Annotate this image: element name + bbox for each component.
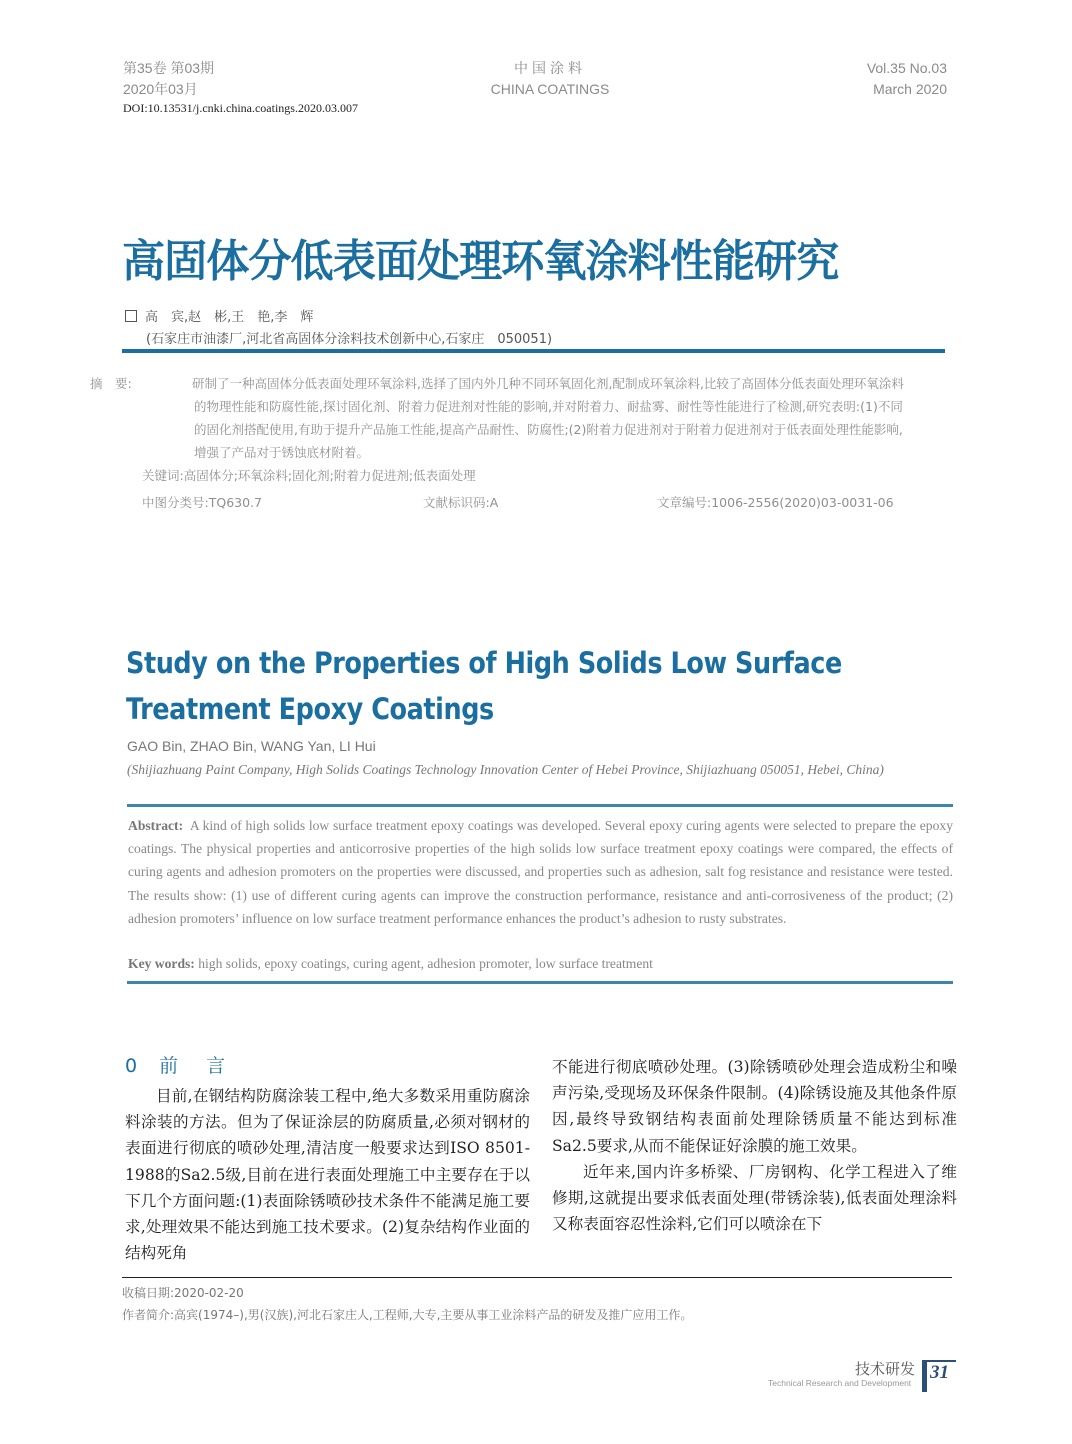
- affiliation-en: (Shijiazhuang Paint Company, High Solids Coatings Technology Innovation Center of Hebei Province, Shijiazhuang 050051, Hebei, China): [127, 762, 884, 777]
- column-name-cn: 技术研发: [855, 1360, 916, 1378]
- abstract-cn-text: 研制了一种高固体分低表面处理环氧涂料,选择了国内外几种不同环氧固化剂,配制成环氧涂料,比较了高固体分低表面处理环氧涂料的物理性能和防腐性能,探讨固化剂、附着力促进剂对性能的影响,并对附着力、耐盐雾、耐性等性能进行了检测,研究表明:(1)不同的固化剂搭配使用,有助于提升产品施工性能,提高产品耐性、防腐性;(2)附着力促进剂对于附着力促进剂对于低表面处理性能影响,增强了产品对于锈蚀底材附着。: [192, 376, 904, 460]
- header-volume-cn: 第35卷 第03期: [123, 60, 215, 76]
- keywords-en-label: Key words:: [128, 956, 195, 971]
- received-date: 收稿日期:2020-02-20: [122, 1286, 244, 1300]
- article-number: [657, 493, 894, 511]
- section-title-char: 言: [206, 1055, 226, 1077]
- doc-code: [423, 493, 498, 511]
- clc-number: [142, 493, 262, 511]
- paragraph: 不能进行彻底喷砂处理。(3)除锈喷砂处理会造成粉尘和噪声污染,受现场及环保条件限制。(4)除锈设施及其他条件原因,最终导致钢结构表面前处理除锈质量不能达到标准Sa2.5要求,从而不能保证好涂膜的施工效果。: [552, 1058, 957, 1155]
- header-date-cn: 2020年03月: [123, 81, 198, 97]
- author-bio: 作者简介:高宾(1974–),男(汉族),河北石家庄人,工程师,大专,主要从事工业涂料产品的研发及推广应用工作。: [122, 1308, 693, 1322]
- paragraph: 近年来,国内许多桥梁、厂房钢构、化学工程进入了维修期,这就提出要求低表面处理(带锈涂装),低表面处理涂料又称表面容忍性涂料,它们可以喷涂在下: [552, 1162, 957, 1234]
- clc-value: TQ630.7: [208, 495, 262, 510]
- body-column-right: [552, 1054, 957, 1237]
- body-column-left: [125, 1083, 530, 1266]
- abstract-en: [128, 814, 953, 930]
- section-number: 0: [125, 1055, 138, 1077]
- abstract-cn: [90, 372, 912, 464]
- abstract-en-label: Abstract:: [128, 818, 184, 833]
- journal-name-en: CHINA COATINGS: [490, 81, 610, 97]
- header-date-en: March 2020: [873, 81, 947, 97]
- abstract-en-text: A kind of high solids low surface treatment epoxy coatings was developed. Several epoxy curing agents were selected to prepare the epoxy coatings. The physical properties and anticorrosive properties of the high solids low surface treatment epoxy coatings were compared, the effects of curing agents and adhesion promoters on the properties were discussed, and properties such as adhesion, salt fog resistance and resistance were tested. The results show: (1) use of different curing agents can improve the construction performance, resistance and anti-corrosiveness of the product; (2) adhesion promoters’ influence on low surface treatment performance enhances the product’s adhesion to rusty substrates.: [128, 818, 953, 926]
- authors-cn-text: 高 宾,赵 彬,王 艳,李 辉: [145, 310, 314, 325]
- article-number-value: 1006-2556(2020)03-0031-06: [711, 495, 894, 510]
- divider-abstract-top: [127, 804, 953, 807]
- authors-en: GAO Bin, ZHAO Bin, WANG Yan, LI Hui: [127, 738, 376, 754]
- doc-code-label: 文献标识码:: [423, 495, 490, 510]
- authors-cn: [125, 306, 313, 325]
- page-title-cn: 高固体分低表面处理环氧涂料性能研究: [122, 236, 839, 287]
- doi[interactable]: DOI:10.13531/j.cnki.china.coatings.2020.03.007: [123, 101, 358, 115]
- square-bullet-icon: [125, 310, 137, 322]
- journal-name-cn: 中国涂料: [514, 60, 586, 76]
- divider-abstract-bottom: [127, 981, 953, 984]
- keywords-cn: [142, 466, 476, 484]
- section-title-char: 前: [159, 1055, 179, 1077]
- column-name-en: Technical Research and Development: [768, 1378, 912, 1388]
- clc-label: 中图分类号:: [142, 495, 209, 510]
- page-number: 31: [930, 1362, 949, 1383]
- title-en-line2: Treatment Epoxy Coatings: [126, 692, 494, 726]
- article-number-label: 文章编号:: [657, 495, 712, 510]
- footnote-divider: [122, 1277, 952, 1278]
- keywords-en: [128, 956, 653, 972]
- doc-code-value: A: [489, 495, 499, 510]
- header-journal: [420, 58, 680, 100]
- header-issue-en: [867, 58, 947, 100]
- keywords-en-text: high solids, epoxy coatings, curing agent, adhesion promoter, low surface treatment: [198, 956, 653, 971]
- header-volume-en: Vol.35 No.03: [866, 60, 947, 76]
- paragraph: 目前,在钢结构防腐涂装工程中,绝大多数采用重防腐涂料涂装的方法。但为了保证涂层的防腐质量,必须对钢材的表面进行彻底的喷砂处理,清洁度一般要求达到ISO 8501-1988的Sa2.5级,目前在进行表面处理施工中主要存在于以下几个方面问题:(1)表面除锈喷砂技术条件不能满足施工要求,处理效果不能达到施工技术要求。(2)复杂结构作业面的结构死角: [125, 1087, 530, 1263]
- section-heading-introduction: [125, 1051, 225, 1078]
- keywords-cn-text: 高固体分;环氧涂料;固化剂;附着力促进剂;低表面处理: [183, 468, 476, 483]
- keywords-cn-label: 关键词:: [142, 468, 184, 483]
- header-issue-info: [123, 58, 214, 100]
- page-title-en: [126, 640, 842, 732]
- abstract-cn-label: 摘 要:: [90, 376, 132, 391]
- title-en-line1: Study on the Properties of High Solids Low Surface: [126, 646, 842, 680]
- divider-title: [122, 349, 945, 353]
- affiliation-cn: (石家庄市油漆厂,河北省高固体分涂料技术创新中心,石家庄 050051): [146, 332, 553, 347]
